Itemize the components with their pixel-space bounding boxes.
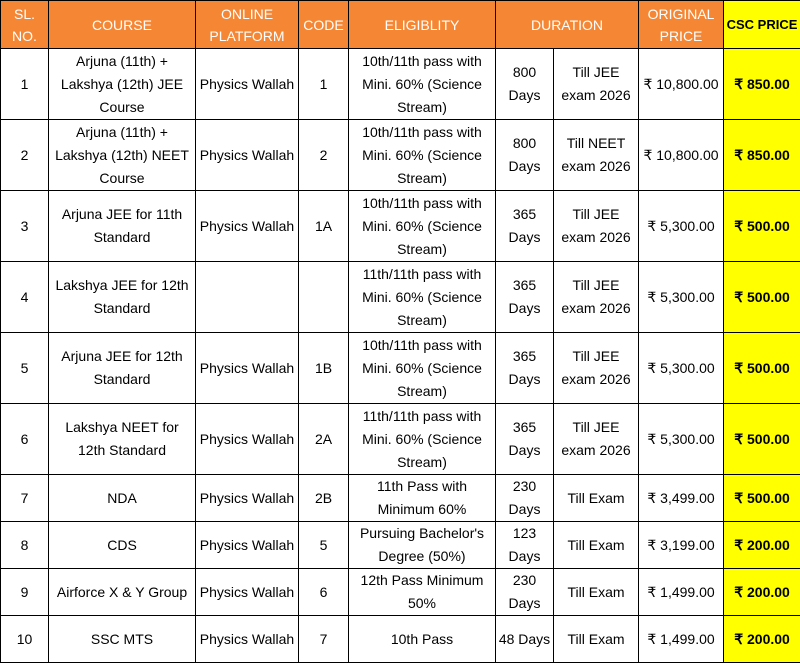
cell-eligibility: 10th/11th pass with Mini. 60% (Science Stream) — [349, 191, 496, 262]
cell-csc-price: ₹ 500.00 — [724, 333, 800, 404]
cell-sl-no: 2 — [1, 120, 49, 191]
cell-duration-till: Till Exam — [554, 569, 639, 616]
cell-eligibility: 11th/11th pass with Mini. 60% (Science Stream) — [349, 404, 496, 475]
cell-course: CDS — [49, 522, 196, 569]
cell-duration-days: 365 Days — [496, 262, 554, 333]
header-code: CODE — [299, 1, 349, 49]
header-eligibility: ELIGIBLITY — [349, 1, 496, 49]
cell-code: 7 — [299, 616, 349, 663]
cell-duration-till: Till Exam — [554, 522, 639, 569]
cell-platform: Physics Wallah — [196, 49, 299, 120]
cell-csc-price: ₹ 200.00 — [724, 522, 800, 569]
cell-csc-price: ₹ 500.00 — [724, 262, 800, 333]
cell-eligibility: Pursuing Bachelor's Degree (50%) — [349, 522, 496, 569]
cell-eligibility: 10th/11th pass with Mini. 60% (Science Stream) — [349, 49, 496, 120]
cell-platform: Physics Wallah — [196, 120, 299, 191]
cell-eligibility: 12th Pass Minimum 50% — [349, 569, 496, 616]
table-row — [1, 120, 800, 191]
cell-original-price: ₹ 3,199.00 — [639, 522, 724, 569]
header-csc-price: CSC PRICE — [724, 1, 800, 49]
cell-csc-price: ₹ 850.00 — [724, 49, 800, 120]
table-row — [1, 569, 800, 616]
cell-eligibility: 10th Pass — [349, 616, 496, 663]
table-row — [1, 616, 800, 663]
cell-course: Lakshya JEE for 12th Standard — [49, 262, 196, 333]
header-original-price: ORIGINAL PRICE — [639, 1, 724, 49]
cell-duration-days: 800 Days — [496, 120, 554, 191]
cell-duration-days: 800 Days — [496, 49, 554, 120]
table-row — [1, 522, 800, 569]
cell-code: 1 — [299, 49, 349, 120]
cell-sl-no: 5 — [1, 333, 49, 404]
cell-csc-price: ₹ 200.00 — [724, 616, 800, 663]
cell-sl-no: 10 — [1, 616, 49, 663]
table-row — [1, 262, 800, 333]
cell-csc-price: ₹ 850.00 — [724, 120, 800, 191]
cell-duration-till: Till JEE exam 2026 — [554, 333, 639, 404]
cell-platform: Physics Wallah — [196, 569, 299, 616]
cell-course: Lakshya NEET for 12th Standard — [49, 404, 196, 475]
header-course: COURSE — [49, 1, 196, 49]
cell-duration-days: 123 Days — [496, 522, 554, 569]
table-row — [1, 404, 800, 475]
cell-duration-days: 365 Days — [496, 404, 554, 475]
cell-duration-till: Till Exam — [554, 616, 639, 663]
cell-code: 2 — [299, 120, 349, 191]
cell-sl-no: 3 — [1, 191, 49, 262]
cell-sl-no: 6 — [1, 404, 49, 475]
cell-platform — [196, 262, 299, 333]
cell-platform: Physics Wallah — [196, 333, 299, 404]
cell-eligibility: 10th/11th pass with Mini. 60% (Science Stream) — [349, 333, 496, 404]
header-row — [1, 1, 800, 49]
cell-original-price: ₹ 10,800.00 — [639, 120, 724, 191]
cell-code: 6 — [299, 569, 349, 616]
cell-original-price: ₹ 5,300.00 — [639, 262, 724, 333]
cell-csc-price: ₹ 500.00 — [724, 475, 800, 522]
cell-code: 2A — [299, 404, 349, 475]
cell-original-price: ₹ 5,300.00 — [639, 404, 724, 475]
cell-original-price: ₹ 10,800.00 — [639, 49, 724, 120]
cell-duration-till: Till JEE exam 2026 — [554, 191, 639, 262]
cell-sl-no: 9 — [1, 569, 49, 616]
cell-original-price: ₹ 5,300.00 — [639, 191, 724, 262]
table-row — [1, 191, 800, 262]
cell-duration-till: Till JEE exam 2026 — [554, 49, 639, 120]
cell-csc-price: ₹ 200.00 — [724, 569, 800, 616]
cell-duration-till: Till NEET exam 2026 — [554, 120, 639, 191]
cell-platform: Physics Wallah — [196, 404, 299, 475]
cell-code: 1B — [299, 333, 349, 404]
cell-duration-days: 230 Days — [496, 475, 554, 522]
cell-code: 2B — [299, 475, 349, 522]
header-duration: DURATION — [496, 1, 639, 49]
cell-original-price: ₹ 5,300.00 — [639, 333, 724, 404]
cell-course: Arjuna (11th) + Lakshya (12th) NEET Course — [49, 120, 196, 191]
header-sl-no: SL. NO. — [1, 1, 49, 49]
cell-course: NDA — [49, 475, 196, 522]
cell-original-price: ₹ 3,499.00 — [639, 475, 724, 522]
cell-course: Arjuna JEE for 11th Standard — [49, 191, 196, 262]
cell-csc-price: ₹ 500.00 — [724, 404, 800, 475]
cell-sl-no: 1 — [1, 49, 49, 120]
cell-csc-price: ₹ 500.00 — [724, 191, 800, 262]
cell-sl-no: 7 — [1, 475, 49, 522]
cell-platform: Physics Wallah — [196, 191, 299, 262]
table-row — [1, 333, 800, 404]
cell-course: Arjuna (11th) + Lakshya (12th) JEE Course — [49, 49, 196, 120]
cell-original-price: ₹ 1,499.00 — [639, 569, 724, 616]
cell-code: 5 — [299, 522, 349, 569]
cell-platform: Physics Wallah — [196, 475, 299, 522]
table-row — [1, 475, 800, 522]
cell-sl-no: 8 — [1, 522, 49, 569]
cell-course: Arjuna JEE for 12th Standard — [49, 333, 196, 404]
cell-duration-days: 365 Days — [496, 191, 554, 262]
cell-platform: Physics Wallah — [196, 616, 299, 663]
header-online-platform: ONLINE PLATFORM — [196, 1, 299, 49]
cell-platform: Physics Wallah — [196, 522, 299, 569]
cell-sl-no: 4 — [1, 262, 49, 333]
cell-eligibility: 11th Pass with Minimum 60% — [349, 475, 496, 522]
cell-original-price: ₹ 1,499.00 — [639, 616, 724, 663]
cell-duration-till: Till JEE exam 2026 — [554, 404, 639, 475]
cell-code — [299, 262, 349, 333]
cell-eligibility: 10th/11th pass with Mini. 60% (Science Stream) — [349, 120, 496, 191]
cell-duration-till: Till Exam — [554, 475, 639, 522]
cell-duration-days: 365 Days — [496, 333, 554, 404]
cell-duration-days: 48 Days — [496, 616, 554, 663]
cell-duration-till: Till JEE exam 2026 — [554, 262, 639, 333]
cell-duration-days: 230 Days — [496, 569, 554, 616]
cell-course: SSC MTS — [49, 616, 196, 663]
cell-eligibility: 11th/11th pass with Mini. 60% (Science Stream) — [349, 262, 496, 333]
cell-course: Airforce X & Y Group — [49, 569, 196, 616]
cell-code: 1A — [299, 191, 349, 262]
table-row — [1, 49, 800, 120]
